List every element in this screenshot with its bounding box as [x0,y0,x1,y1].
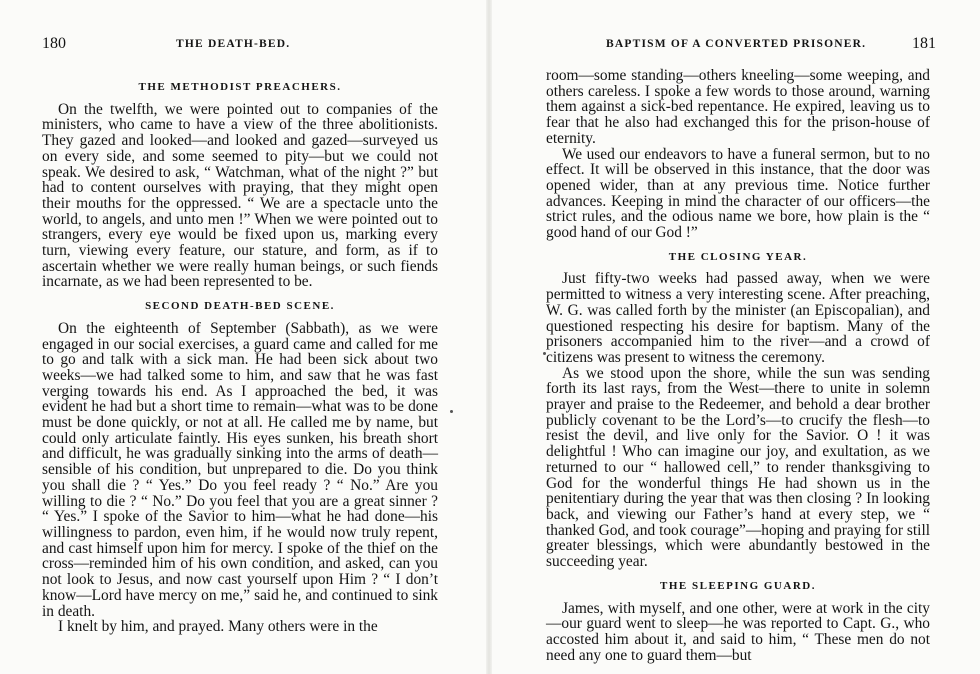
section-title-second-death-bed: SECOND DEATH-BED SCENE. [145,300,335,313]
paragraph-fifty-two-weeks: Just fifty-two weeks had passed away, when we were permitted to witness a very interesting scene. After preaching, W. G. was called forth by the minister (an Episcopalian), and questioned respecting his desire for baptism. Many of the prisoners accompanied him to the river—and a crowd of citizens was present to witness the ceremony. [546,270,930,366]
paragraph-james: James, with myself, and one other, were at work in the city—our guard went to sleep—he was reported to Capt. G., who accosted him about it, and said to him, “ These men do not need any one to guard them—but [546,599,930,664]
paragraph-methodist-preachers: On the twelfth, we were pointed out to companies of the ministers, who came to have a view of the three abolitionists. They gazed and looked—and looked and gazed—surveyed us on every side, and some seemed to pity—but we could not speak. We desired to ask, “ Watchman, what of the night ?” but had to content ourselves with praying, that they might open their mouths for the oppressed. “ We are a spectacle unto the world, to angels, and unto men !” When we were pointed out to strangers, every eye would be fixed upon us, marking every turn, viewing every feature, our stature, and form, as if to ascertain whether we were really human beings, or such fiends incarnate, as we had been represented to be. [42,100,438,291]
section-title-closing-year: THE CLOSING YEAR. [668,250,808,263]
paragraph-death-bed: On the eighteenth of September (Sabbath), as we were engaged in our social exercises, a guard came and called for me to go and talk with a sick man. He had been sick about two weeks—we had talked some to him, and saw that he was fast verging towards his end. As I approached the bed, it was evident he had but a short time to remain—what was to be done must be done quickly, or not at all. He called me by name, but could only articulate faintly. His eyes sunken, his breath short and difficult, he was gradually sinking into the arms of death—sensible of his condition, but unprepared to die. Do you think you shall die ? “ Yes.” Do you feel ready ? “ No.” Are you willing to die ? “ No.” Do you feel that you are a great sinner ? “ Yes.” I spoke of the Savior to him—what he had done—his willingness to pardon, even him, if he would now truly repent, and cast himself upon him for mercy. I spoke of the thief on the cross—reminded him of his own condition, and asked, can you not look to Jesus, and now cast yourself upon Him ? “ I don’t know—Lord have mercy on me,” said he, and continued to sink in death. [42,319,438,620]
right-running-head [546,35,936,56]
right-page [490,0,980,674]
left-page-text [42,80,438,635]
left-running-head [42,35,442,56]
left-page-number: 180 [42,35,66,52]
section-title-sleeping-guard: THE SLEEPING GUARD. [660,579,816,592]
right-head-title: BAPTISM OF A CONVERTED PRISONER. [606,38,867,50]
paragraph-funeral-sermon: We used our endeavors to have a funeral sermon, but to no effect. It will be observed in this instance, that the door was opened wider, than at any previous time. Notice further advances. Keeping in mind the character of our officers—the strict rules, and the odious name we bore, how plain is the “ good hand of our God !” [546,145,930,242]
paragraph-shore: As we stood upon the shore, while the sun was sending forth its last rays, from the West—there to unite in solemn prayer and praise to the Redeemer, and behold a dear brother publicly covenant to be the Lord’s—to crucify the flesh—to resist the devil, and live only for the Savior. O ! it was delightful ! Who can imagine our joy, and exultation, as we returned to our “ hallowed cell,” to render thanksgiving to God for the wonderful things He had shown us in the penitentiary during the year that was then closing ? In looking back, and viewing our Father’s hand at every step, we “ thanked God, and took courage”—hoping and praying for still greater blessings, which were abundantly bestowed in the succeeding year. [546,364,930,571]
paragraph-knelt: I knelt by him, and prayed. Many others were in the [58,618,378,636]
right-page-text [546,68,930,663]
speck-mark [543,352,546,355]
left-head-title: THE DEATH-BED. [176,38,291,50]
speck-mark [450,410,453,413]
section-title-methodist-preachers: THE METHODIST PREACHERS. [138,81,342,93]
right-page-number: 181 [912,35,936,52]
paragraph-room-continued: room—some standing—others kneeling—some weeping, and others careless. I spoke a few words to those around, warning them against a sick-bed repentance. He expired, leaving us to fear that he also had exchanged this for the prison-house of eternity. [546,67,930,147]
